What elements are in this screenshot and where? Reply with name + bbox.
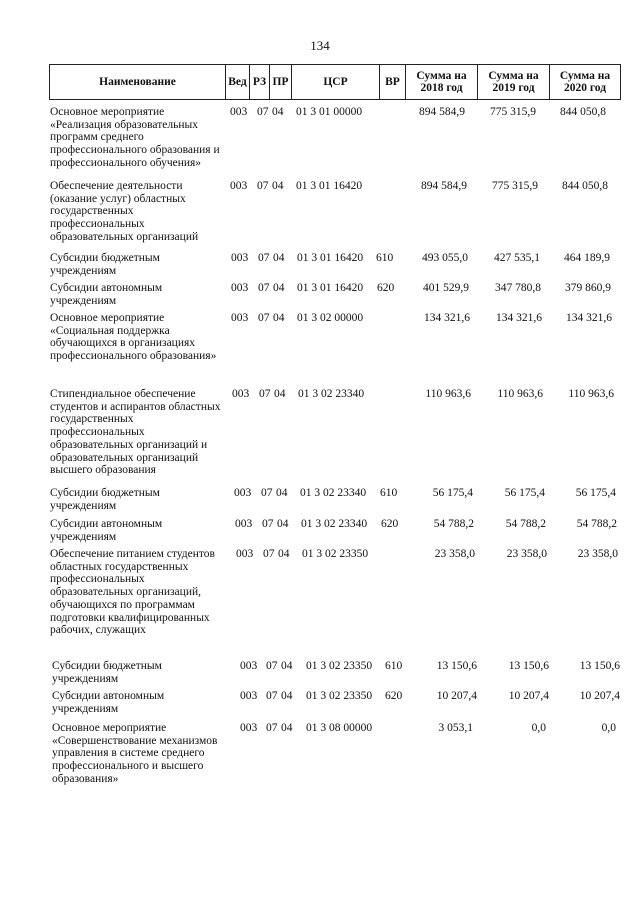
header-rz: РЗ bbox=[250, 65, 270, 99]
row-pr: 04 bbox=[273, 252, 285, 264]
row-sum-2020: 10 207,4 bbox=[579, 690, 620, 702]
row-pr: 04 bbox=[274, 388, 286, 400]
row-csr: 01 3 02 23340 bbox=[301, 518, 368, 530]
row-sum-2018: 894 584,9 bbox=[421, 180, 467, 192]
row-csr: 01 3 02 23340 bbox=[298, 388, 365, 400]
row-sum-2020: 0,0 bbox=[601, 722, 616, 734]
row-csr: 01 3 01 16420 bbox=[297, 282, 364, 294]
row-csr: 01 3 08 00000 bbox=[306, 722, 373, 734]
row-ved: 003 bbox=[232, 388, 250, 400]
row-sum-2020: 23 358,0 bbox=[577, 548, 618, 560]
row-sum-2020: 110 963,6 bbox=[568, 388, 614, 400]
row-sum-2019: 775 315,9 bbox=[492, 180, 538, 192]
row-sum-2019: 775 315,9 bbox=[490, 106, 536, 118]
row-name: Субсидии автономным учреждениям bbox=[50, 282, 163, 307]
row-ved: 003 bbox=[236, 548, 254, 560]
header-csr: ЦСР bbox=[292, 65, 380, 99]
header-pr: ПР bbox=[270, 65, 292, 99]
header-sum-2018: Сумма на 2018 год bbox=[406, 65, 478, 99]
row-csr: 01 3 01 16420 bbox=[297, 252, 364, 264]
header-sum-2020: Сумма на 2020 год bbox=[559, 70, 611, 94]
row-rz: 07 bbox=[258, 252, 270, 264]
row-pr: 04 bbox=[273, 312, 285, 324]
row-sum-2019: 23 358,0 bbox=[506, 548, 547, 560]
row-vr: 620 bbox=[381, 518, 399, 530]
row-ved: 003 bbox=[235, 518, 253, 530]
row-sum-2018: 54 788,2 bbox=[433, 518, 474, 530]
header-sum-2019: Сумма на 2019 год bbox=[478, 65, 550, 99]
row-name: Стипендиальное обеспечение студентов и аспирантов областных государственных профессиональных образовательных организаций и образовательных организаций высшего образования bbox=[50, 388, 221, 477]
row-sum-2020: 464 189,9 bbox=[564, 252, 610, 264]
row-ved: 003 bbox=[231, 252, 249, 264]
row-sum-2018: 493 055,0 bbox=[422, 252, 468, 264]
row-sum-2019: 134 321,6 bbox=[496, 312, 542, 324]
row-sum-2020: 13 150,6 bbox=[579, 660, 620, 672]
row-pr: 04 bbox=[273, 282, 285, 294]
row-sum-2020: 844 050,8 bbox=[560, 106, 606, 118]
row-name: Обеспечение деятельности (оказание услуг) областных государственных профессиональных образовательных организаций bbox=[50, 180, 199, 243]
row-name: Субсидии бюджетным учреждениям bbox=[52, 660, 162, 685]
row-sum-2020: 54 788,2 bbox=[576, 518, 617, 530]
row-name: Основное мероприятие «Совершенствование механизмов управления в системе среднего профессионального и высшего образования» bbox=[52, 722, 218, 785]
row-sum-2018: 134 321,6 bbox=[424, 312, 470, 324]
row-name: Основное мероприятие «Реализация образовательных программ среднего профессионального образования и профессионального обучения» bbox=[50, 106, 220, 169]
row-name: Субсидии бюджетным учреждениям bbox=[50, 252, 160, 277]
row-ved: 003 bbox=[240, 660, 258, 672]
row-sum-2019: 0,0 bbox=[531, 722, 546, 734]
row-rz: 07 bbox=[266, 690, 278, 702]
row-sum-2018: 110 963,6 bbox=[425, 388, 471, 400]
row-pr: 04 bbox=[281, 660, 293, 672]
row-ved: 003 bbox=[231, 312, 249, 324]
row-csr: 01 3 02 23350 bbox=[302, 548, 369, 560]
row-pr: 04 bbox=[281, 722, 293, 734]
row-rz: 07 bbox=[262, 518, 274, 530]
row-csr: 01 3 01 00000 bbox=[296, 106, 363, 118]
row-vr: 610 bbox=[376, 252, 394, 264]
row-name: Субсидии автономным учреждениям bbox=[52, 690, 165, 715]
row-sum-2019: 13 150,6 bbox=[508, 660, 549, 672]
row-name: Субсидии бюджетным учреждениям bbox=[50, 487, 160, 512]
row-pr: 04 bbox=[276, 487, 288, 499]
row-csr: 01 3 02 00000 bbox=[297, 312, 364, 324]
row-csr: 01 3 02 23340 bbox=[300, 487, 367, 499]
row-pr: 04 bbox=[281, 690, 293, 702]
row-sum-2020: 134 321,6 bbox=[566, 312, 612, 324]
row-pr: 04 bbox=[272, 180, 284, 192]
row-pr: 04 bbox=[277, 518, 289, 530]
row-sum-2019: 54 788,2 bbox=[505, 518, 546, 530]
row-rz: 07 bbox=[257, 180, 269, 192]
row-csr: 01 3 02 23350 bbox=[306, 660, 373, 672]
row-ved: 003 bbox=[240, 690, 258, 702]
row-sum-2019: 10 207,4 bbox=[508, 690, 549, 702]
row-sum-2018: 3 053,1 bbox=[438, 722, 473, 734]
row-vr: 610 bbox=[380, 487, 398, 499]
row-rz: 07 bbox=[257, 106, 269, 118]
row-ved: 003 bbox=[230, 180, 248, 192]
row-vr: 620 bbox=[377, 282, 395, 294]
row-name: Обеспечение питанием студентов областных государственных профессиональных образовательных организаций, обучающихся по программам подготовки квалифицированных рабочих, служащих bbox=[50, 548, 215, 637]
row-vr: 610 bbox=[385, 660, 403, 672]
row-rz: 07 bbox=[259, 388, 271, 400]
row-name: Субсидии автономным учреждениям bbox=[50, 518, 163, 543]
header-vr: ВР bbox=[380, 65, 406, 99]
row-ved: 003 bbox=[234, 487, 252, 499]
row-rz: 07 bbox=[258, 282, 270, 294]
row-sum-2018: 56 175,4 bbox=[432, 487, 473, 499]
table-header bbox=[49, 64, 621, 100]
row-name: Основное мероприятие «Социальная поддержка обучающихся в организациях профессионального образования» bbox=[50, 312, 217, 363]
row-sum-2020: 844 050,8 bbox=[562, 180, 608, 192]
row-sum-2020: 56 175,4 bbox=[575, 487, 616, 499]
header-name: Наименование bbox=[50, 65, 226, 99]
row-pr: 04 bbox=[278, 548, 290, 560]
row-sum-2018: 401 529,9 bbox=[423, 282, 469, 294]
row-csr: 01 3 01 16420 bbox=[296, 180, 363, 192]
row-sum-2019: 347 780,8 bbox=[495, 282, 541, 294]
row-ved: 003 bbox=[231, 282, 249, 294]
row-rz: 07 bbox=[261, 487, 273, 499]
row-sum-2018: 894 584,9 bbox=[419, 106, 465, 118]
header-ved: Вед bbox=[226, 65, 250, 99]
row-rz: 07 bbox=[258, 312, 270, 324]
row-csr: 01 3 02 23350 bbox=[306, 690, 373, 702]
row-rz: 07 bbox=[266, 660, 278, 672]
page-number: 134 bbox=[310, 38, 330, 53]
row-rz: 07 bbox=[263, 548, 275, 560]
row-pr: 04 bbox=[272, 106, 284, 118]
row-sum-2018: 23 358,0 bbox=[434, 548, 475, 560]
row-sum-2019: 110 963,6 bbox=[497, 388, 543, 400]
row-sum-2020: 379 860,9 bbox=[565, 282, 611, 294]
row-rz: 07 bbox=[266, 722, 278, 734]
row-vr: 620 bbox=[385, 690, 403, 702]
row-sum-2018: 13 150,6 bbox=[436, 660, 477, 672]
row-sum-2019: 427 535,1 bbox=[494, 252, 540, 264]
row-ved: 003 bbox=[230, 106, 248, 118]
row-sum-2018: 10 207,4 bbox=[436, 690, 477, 702]
row-sum-2019: 56 175,4 bbox=[504, 487, 545, 499]
row-ved: 003 bbox=[240, 722, 258, 734]
